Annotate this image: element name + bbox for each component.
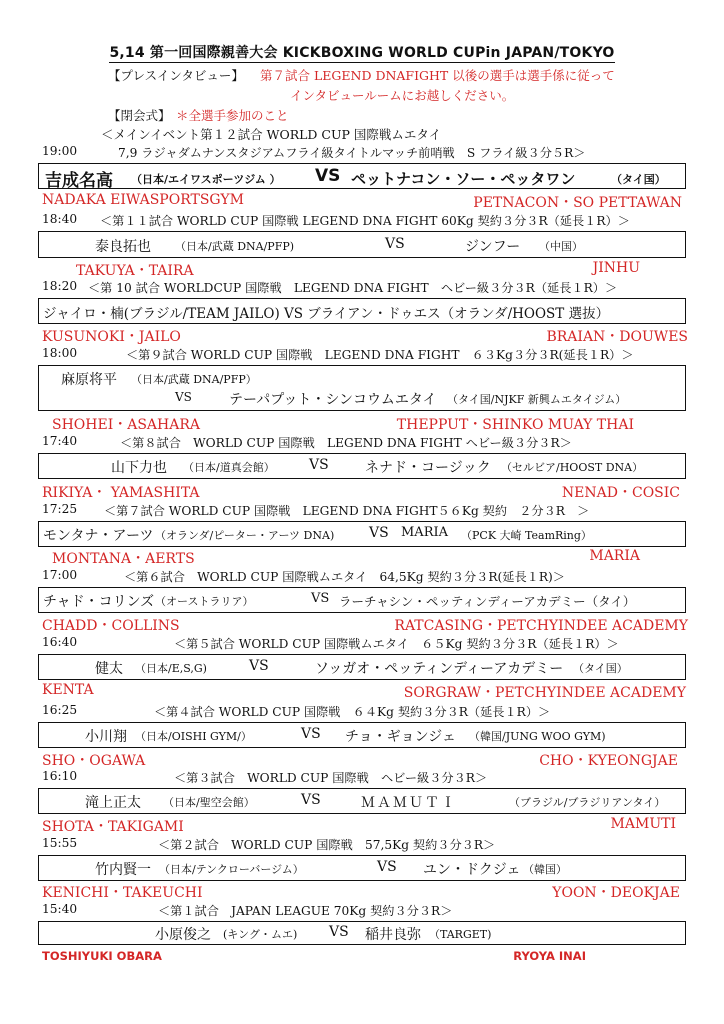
fighter-english-names	[42, 482, 682, 500]
fighter-right-english: RATCASING・PETCHYINDEE ACADEMY	[394, 618, 688, 634]
fighter-left-english: MONTANA・AERTS	[52, 551, 195, 567]
fighter-right-name: テーパプット・シンコウムエタイ	[229, 392, 437, 408]
bout-description: ＜第８試合 WORLD CUP 国際戦 LEGEND DNA FIGHT ヘビー級３分３R＞	[120, 436, 572, 450]
fighter-english-names	[42, 816, 682, 834]
bout-matchup	[38, 788, 686, 814]
fighter-left-english: SHO・OGAWA	[42, 753, 146, 769]
fighter-right-name: ＭＡＭＵＴＩ	[361, 795, 457, 811]
fighter-english-names	[42, 414, 682, 432]
bout-time: 16:40	[42, 635, 78, 649]
bout-time: 15:55	[42, 836, 78, 850]
bout-time: 17:00	[42, 568, 78, 582]
versus-label: VS	[301, 792, 321, 808]
bout-matchup	[38, 521, 686, 547]
fighter-right-affiliation: （韓国）	[523, 863, 567, 876]
fighter-right-affiliation: （PCK 大崎 TeamRing）	[461, 529, 592, 542]
fighter-left-english: KENTA	[42, 682, 94, 698]
fighter-left-affiliation: （日本/武蔵 DNA/PFP）	[131, 373, 257, 386]
fighter-english-names	[42, 615, 688, 634]
fighter-right-english: SORGRAW・PETCHYINDEE ACADEMY	[403, 685, 686, 701]
fighter-right-english: NENAD・COSIC	[561, 485, 680, 501]
main-event-label: ＜メインイベント第１２試合 WORLD CUP 国際戦ムエタイ	[101, 127, 442, 142]
fighter-matchup-line: ジャイロ・楠(ブラジル/TEAM JAILO) VS ブライアン・ドゥエス（オランダ/HOOST 選抜）	[43, 306, 610, 322]
versus-label: VS	[385, 236, 405, 252]
bout-time: 18:20	[42, 279, 78, 293]
versus-label: VS	[315, 166, 341, 186]
fighter-left-english: CHADD・COLLINS	[42, 618, 180, 634]
fighter-right-english: RYOYA INAI	[513, 949, 586, 963]
bout-header	[42, 568, 690, 586]
fighter-english-names	[42, 949, 682, 967]
fighter-right-affiliation: （タイ国）	[611, 173, 666, 186]
event-title: 5,14 第一回国際親善大会 KICKBOXING WORLD CUPin JAPAN/TOKYO	[109, 45, 615, 61]
fighter-left-name: 滝上正太	[85, 795, 141, 811]
fighter-left-english: KUSUNOKI・JAILO	[42, 329, 181, 345]
versus-label: VS	[175, 390, 192, 404]
fighter-left-english: TAKUYA・TAIRA	[76, 263, 194, 279]
bout-description: ＜第１試合 JAPAN LEAGUE 70Kg 契約３分３R＞	[158, 904, 453, 918]
versus-label: VS	[309, 457, 329, 473]
bout-header	[42, 502, 690, 520]
bout-time: 17:25	[42, 502, 78, 516]
fighter-left-affiliation: （日本/OISHI GYM/）	[135, 730, 252, 743]
fighter-right-name: ラーチャシン・ペッティンディーアカデミー（タイ）	[339, 594, 636, 609]
versus-label: VS	[377, 859, 397, 875]
fighter-right-name: ユン・ドクジェ	[423, 862, 521, 878]
fighter-left-affiliation: （日本/聖空会館）	[163, 796, 255, 809]
fighter-left-name: 小川翔	[85, 729, 127, 745]
bout-time: 15:40	[42, 902, 78, 916]
bout-description: 7,9 ラジャダムナンスタジアムフライ級タイトルマッチ前哨戦 S フライ級３分５R＞	[118, 146, 586, 160]
fighter-left-english: NADAKA EIWASPORTSGYM	[42, 192, 244, 208]
fighter-right-name: ソッガオ・ペッティンディーアカデミー	[315, 661, 564, 677]
fighter-left-name: モンタナ・アーツ	[43, 528, 154, 544]
bout-matchup	[38, 722, 686, 748]
bout-header	[42, 703, 690, 721]
fighter-left-name: 麻原将平	[61, 372, 117, 388]
bout-description: ＜第４試合 WORLD CUP 国際戦 ６４Kg 契約３分３R（延長１R）＞	[154, 705, 551, 719]
fighter-left-english: SHOTA・TAKIGAMI	[42, 819, 184, 835]
fighter-english-names	[42, 326, 688, 345]
fighter-left-name: チャド・コリンズ	[43, 594, 155, 610]
fighter-right-name: ネナド・コージック	[365, 460, 491, 476]
fighter-right-english: JINHU	[592, 260, 640, 276]
fighter-right-name: ジンフー	[465, 239, 521, 255]
bout-header	[42, 212, 690, 230]
fighter-right-affiliation: （セルビア/HOOST DNA）	[501, 461, 644, 474]
fighter-english-names	[42, 882, 682, 900]
bout-matchup	[38, 163, 686, 189]
bout-time: 16:25	[42, 703, 78, 717]
versus-label: VS	[249, 658, 269, 674]
bout-time: 16:10	[42, 769, 78, 783]
fighter-right-english: MARIA	[589, 548, 640, 564]
fighter-right-name: MARIA	[401, 525, 449, 540]
versus-label: VS	[301, 726, 321, 742]
fighter-left-name: 泰良拓也	[95, 239, 151, 255]
closing-ceremony-message: ＊全選手参加のこと	[176, 108, 289, 123]
fighter-right-affiliation: （タイ国）	[573, 662, 628, 675]
bout-header	[42, 346, 690, 364]
bout-description: ＜第９試合 WORLD CUP 国際戦 LEGEND DNA FIGHT ６３Kg３分３R(延長１R）＞	[126, 348, 634, 362]
bout-header	[42, 434, 690, 452]
fighter-right-affiliation: （TARGET)	[429, 928, 492, 941]
bout-description: ＜第５試合 WORLD CUP 国際戦ムエタイ ６５Kg 契約３分３R（延長１R）＞	[174, 637, 619, 651]
bout-matchup	[38, 921, 686, 945]
fighter-right-name: ペットナコン・ソー・ペッタワン	[351, 170, 576, 188]
fighter-left-affiliation: （日本/道真会館）	[183, 461, 275, 474]
fighter-right-name: チョ・ギョンジェ	[345, 729, 456, 745]
fighter-right-affiliation: （タイ国/NJKF 新興ムエタイジム）	[447, 393, 627, 406]
bout-matchup	[38, 453, 686, 479]
bout-description: ＜第６試合 WORLD CUP 国際戦ムエタイ 64,5Kg 契約３分３R(延長１R)＞	[124, 570, 565, 584]
fighter-left-name: 竹内賢一	[95, 862, 151, 878]
bout-matchup	[38, 298, 686, 324]
fighter-english-names	[42, 260, 682, 278]
versus-label: VS	[311, 591, 330, 606]
fighter-right-english: MAMUTI	[610, 816, 676, 832]
bout-header	[42, 902, 690, 920]
bout-matchup	[38, 587, 686, 613]
fighter-left-english: RIKIYA・ YAMASHITA	[42, 485, 200, 501]
bout-header	[42, 279, 690, 297]
versus-label: VS	[369, 525, 389, 541]
closing-ceremony-label: 【閉会式】	[108, 108, 171, 123]
fighter-left-affiliation: （日本/武蔵 DNA/PFP)	[175, 240, 295, 253]
fighter-left-affiliation: （日本/テンクローバージム）	[159, 863, 304, 876]
press-interview-message-2: インタビュールームにお越しください。	[290, 88, 515, 103]
bout-matchup	[38, 231, 686, 258]
fighter-english-names	[42, 548, 682, 566]
bout-header	[42, 836, 690, 854]
fighter-left-affiliation: （日本/エイワスポーツジム ）	[131, 173, 281, 186]
fighter-left-name: 山下力也	[111, 460, 167, 476]
fighter-left-affiliation: （オーストラリア）	[155, 595, 254, 608]
bout-matchup	[38, 855, 686, 881]
bout-header	[42, 144, 690, 162]
bout-header	[42, 769, 690, 787]
bout-time: 17:40	[42, 434, 78, 448]
bout-time: 18:00	[42, 346, 78, 360]
bout-description: ＜第２試合 WORLD CUP 国際戦 57,5Kg 契約３分３R＞	[158, 838, 496, 852]
bout-time: 18:40	[42, 212, 78, 226]
bout-description: ＜第３試合 WORLD CUP 国際戦 ヘビー級３分３R＞	[174, 771, 488, 785]
fighter-right-english: BRAIAN・DOUWES	[546, 329, 688, 345]
fighter-left-affiliation: (キング・ムエ)	[223, 928, 298, 941]
bout-matchup	[38, 654, 686, 680]
fighter-right-english: THEPPUT・SHINKO MUAY THAI	[396, 417, 634, 433]
fighter-left-affiliation: （オランダ/ピーター・アーツ DNA)	[155, 529, 335, 542]
fighter-right-english: PETNACON・SO PETTAWAN	[473, 195, 682, 211]
fighter-right-affiliation: （ブラジル/ブラジリアンタイ）	[509, 796, 666, 809]
fighter-left-affiliation: （日本/E,S,G)	[135, 662, 207, 675]
bout-description: ＜第１１試合 WORLD CUP 国際戦 LEGEND DNA FIGHT 60Kg 契約３分３R（延長１R）＞	[100, 214, 630, 228]
fighter-english-names	[42, 750, 682, 768]
fighter-english-names	[42, 192, 682, 210]
fighter-english-names	[42, 682, 686, 701]
fighter-right-english: YOON・DEOKJAE	[552, 885, 680, 901]
versus-label: VS	[329, 924, 349, 940]
fighter-right-name: 稲井良弥	[365, 927, 421, 943]
fighter-right-affiliation: （中国）	[539, 240, 583, 253]
fighter-left-name: 小原俊之	[155, 927, 211, 943]
fighter-right-affiliation: （韓国/JUNG WOO GYM)	[469, 730, 606, 743]
fighter-left-english: SHOHEI・ASAHARA	[52, 417, 201, 433]
fighter-right-english: CHO・KYEONGJAE	[539, 753, 678, 769]
fighter-left-name: 健太	[95, 661, 123, 677]
press-interview-message-1: 第７試合 LEGEND DNAFIGHT 以後の選手は選手係に従って	[260, 68, 615, 83]
bout-matchup	[38, 365, 686, 411]
bout-time: 19:00	[42, 144, 78, 158]
fighter-left-english: KENICHI・TAKEUCHI	[42, 885, 203, 901]
fighter-left-name: 吉成名高	[45, 171, 113, 191]
bout-header	[42, 635, 690, 653]
press-interview-label: 【プレスインタビュー】	[108, 68, 244, 83]
bout-description: ＜第 10 試合 WORLDCUP 国際戦 LEGEND DNA FIGHT ヘビー級３分３R（延長１R）＞	[88, 281, 618, 295]
bout-description: ＜第７試合 WORLD CUP 国際戦 LEGEND DNA FIGHT５６Kg 契約 ２分３R ＞	[104, 504, 590, 518]
fighter-left-english: TOSHIYUKI OBARA	[42, 949, 162, 963]
